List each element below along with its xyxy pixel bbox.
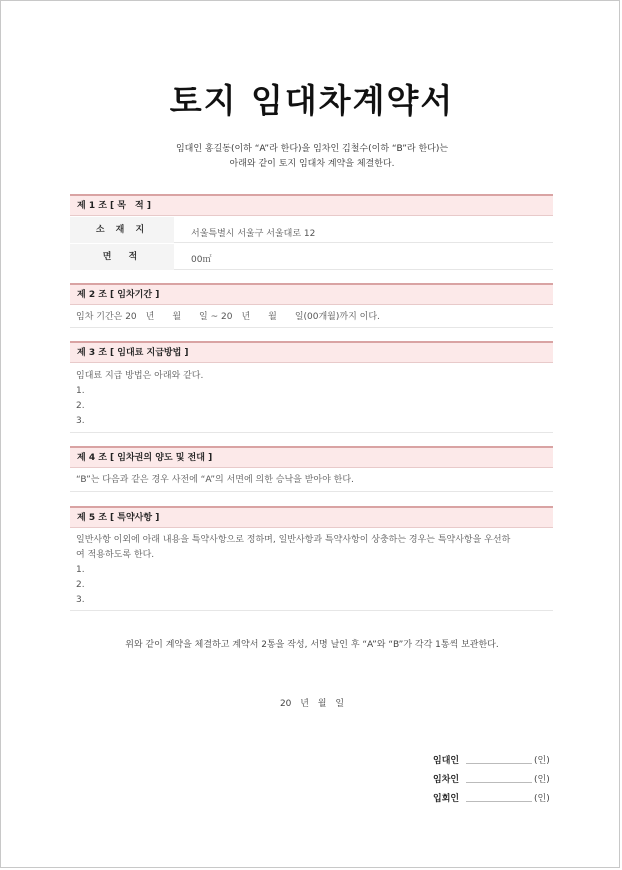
signature-label: 임대인	[433, 756, 460, 766]
payment-intro: 임대료 지급 방법은 아래와 같다.	[76, 371, 204, 381]
list-item: 1.	[76, 565, 85, 575]
article-4-heading: 제 4 조 [ 임차권의 양도 및 전대 ]	[70, 446, 553, 468]
signature-label: 입회인	[433, 794, 460, 804]
contract-date: 20 년 월 일	[279, 699, 345, 709]
article-3-heading: 제 3 조 [ 임대료 지급방법 ]	[70, 341, 553, 363]
list-item: 2.	[76, 580, 85, 590]
signature-label: 임차인	[433, 775, 460, 785]
list-item: 3.	[76, 416, 85, 426]
location-value: 서울특별시 서울구 서울대로 12	[191, 229, 316, 239]
intro-text	[1, 142, 622, 172]
special-terms-line-1: 일반사항 이외에 아래 내용을 특약사항으로 정하며, 일반사항과 특약사항이 상충하는 경우는 특약사항을 우선하	[76, 535, 511, 545]
document-title: 토지 임대차계약서	[169, 81, 455, 120]
payment-method-text	[76, 369, 203, 429]
special-terms-line-2: 여 적용하도록 한다.	[76, 550, 155, 560]
signature-row-lessor	[433, 753, 553, 767]
seal-mark: (인)	[534, 756, 550, 766]
location-label: 소 재 지	[70, 217, 174, 243]
seal-mark: (인)	[534, 794, 550, 804]
seal-mark: (인)	[534, 775, 550, 785]
intro-line-1: 임대인 홍길동(이하 “A”라 한다)을 임차인 김철수(이하 “B”라 한다)는	[175, 144, 449, 154]
signature-line[interactable]	[466, 782, 532, 783]
list-item: 1.	[76, 386, 85, 396]
signature-row-witness	[433, 791, 553, 805]
signature-line[interactable]	[466, 763, 532, 764]
article-5-heading: 제 5 조 [ 특약사항 ]	[70, 506, 553, 528]
list-item: 2.	[76, 401, 85, 411]
sublease-text: “B”는 다음과 같은 경우 사전에 “A”의 서면에 의한 승낙을 받아야 한다.	[76, 475, 354, 485]
intro-line-2: 아래와 같이 토지 임대차 계약을 체결한다.	[229, 159, 395, 169]
lease-period-text: 임차 기간은 20 년 월 일 ~ 20 년 월 일(00개월)까지 이다.	[76, 312, 380, 322]
area-label: 면 적	[70, 244, 174, 270]
area-value: 00㎡	[191, 255, 212, 265]
signature-row-lessee	[433, 772, 553, 786]
signature-line[interactable]	[466, 801, 532, 802]
special-terms-text	[76, 533, 510, 608]
article-1-heading: 제 1 조 [ 목 적 ]	[70, 194, 553, 216]
list-item: 3.	[76, 595, 85, 605]
article-2-heading: 제 2 조 [ 임차기간 ]	[70, 283, 553, 305]
closing-statement: 위와 같이 계약을 체결하고 계약서 2통을 작성, 서명 날인 후 “A”와 “B”가 각각 1통씩 보관한다.	[125, 640, 499, 650]
